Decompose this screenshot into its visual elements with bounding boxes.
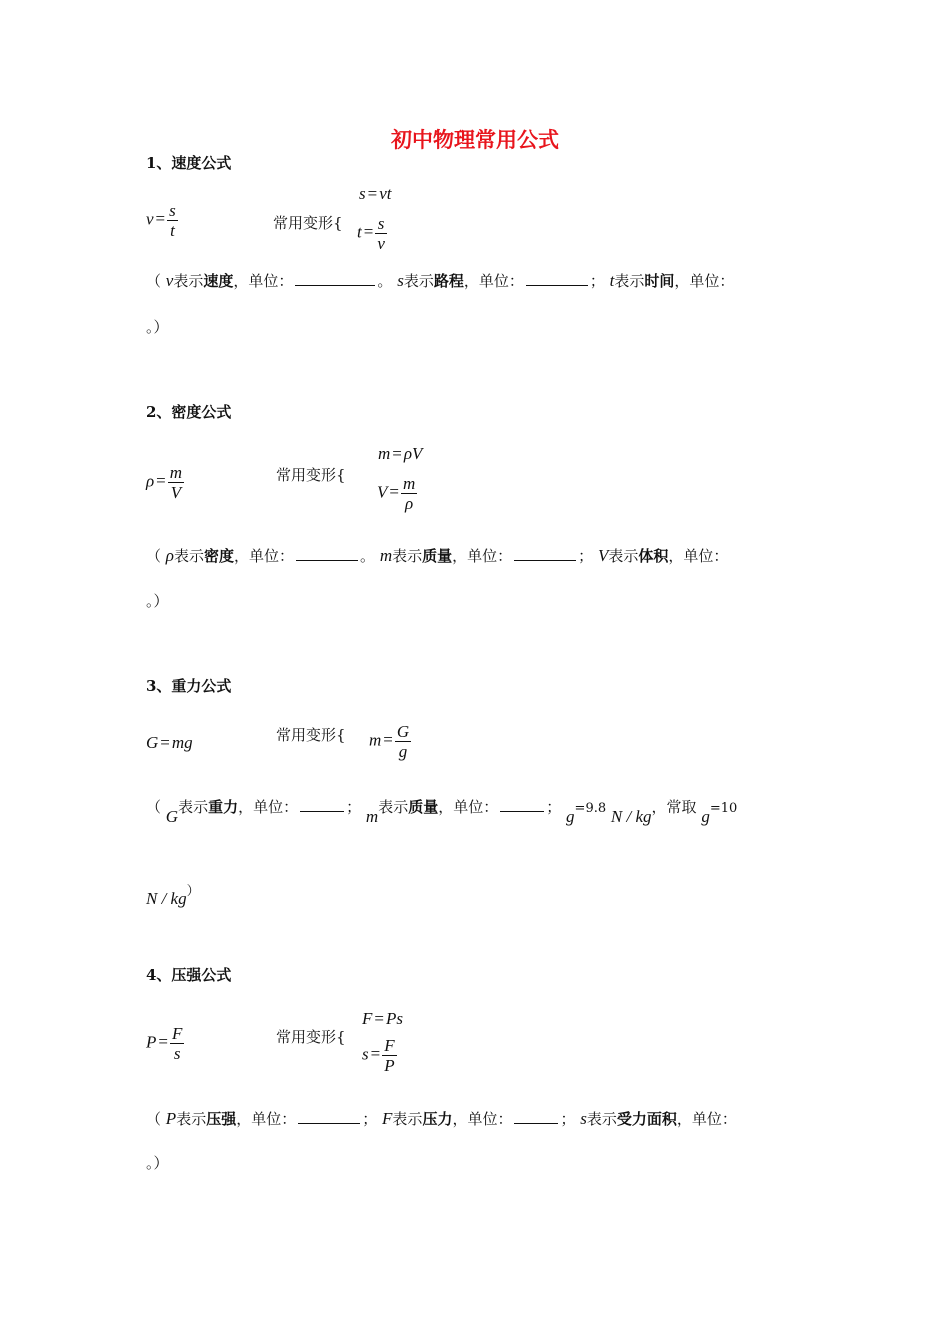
answer-blank[interactable]: [296, 559, 358, 561]
answer-blank[interactable]: [526, 284, 588, 286]
brace-glyph: {: [336, 1028, 346, 1046]
brace-glyph: {: [333, 214, 343, 232]
answer-blank[interactable]: [514, 559, 576, 561]
answer-blank[interactable]: [298, 1122, 360, 1124]
answer-blank[interactable]: [514, 1122, 558, 1124]
variant-speed-1: s = vt: [359, 184, 392, 203]
section-heading-pressure: 4、压强公式: [146, 966, 232, 984]
variant-speed-2: t = $\frac{s}{v}$: [357, 214, 385, 253]
variants-label-gravity: 常用变形{: [276, 726, 346, 744]
variants-label-pressure: 常用变形{: [276, 1028, 346, 1046]
desc-density: （ ρ表示密度，单位： 。 m表示质量，单位： ； V表示体积，单位：: [146, 546, 729, 565]
desc-speed-end: 。）: [146, 318, 169, 336]
answer-blank[interactable]: [300, 810, 344, 812]
section-heading-density: 2、密度公式: [146, 403, 232, 421]
variant-density-2: V = $\frac{m}{\rho}$: [377, 474, 416, 513]
variant-pressure-1: F = Ps: [362, 1009, 403, 1028]
section-heading-speed: 1、速度公式: [146, 154, 232, 172]
desc-pressure: （ P表示压强，单位： ； F表示压力，单位： ； s表示受力面积，单位：: [146, 1109, 737, 1128]
formula-density: ρ = $\frac{m}{V}$: [146, 463, 183, 502]
formula-gravity: G = mg: [146, 733, 193, 752]
brace-glyph: {: [336, 726, 346, 744]
desc-gravity-end: N / kg）: [146, 884, 200, 908]
section-heading-gravity: 3、重力公式: [146, 677, 232, 695]
variant-density-1: m = ρV: [378, 444, 423, 463]
variants-label-speed: 常用变形{: [273, 214, 343, 232]
page-title: 初中物理常用公式: [391, 127, 559, 152]
variant-pressure-2: s = $\frac{F}{P}$: [362, 1036, 395, 1075]
desc-gravity: （ G表示重力，单位： ； m表示质量，单位： ； g=9.8 N / kg，常取 g=10: [146, 798, 738, 826]
answer-blank[interactable]: [295, 284, 375, 286]
brace-glyph: {: [336, 466, 346, 484]
variants-label-density: 常用变形{: [276, 466, 346, 484]
formula-lhs: v: [146, 209, 154, 229]
formula-pressure: P = $\frac{F}{s}$: [146, 1024, 183, 1063]
answer-blank[interactable]: [500, 810, 544, 812]
variant-gravity-1: m = $\frac{G}{g}$: [369, 722, 410, 761]
desc-speed: （ v表示速度，单位： 。 s表示路程，单位： ； t表示时间，单位：: [146, 271, 735, 290]
desc-density-end: 。）: [146, 592, 169, 610]
fraction: $\frac{s}{t}$: [169, 201, 176, 240]
desc-pressure-end: 。）: [146, 1154, 169, 1172]
formula-speed: v = $\frac{s}{t}$: [146, 201, 176, 240]
